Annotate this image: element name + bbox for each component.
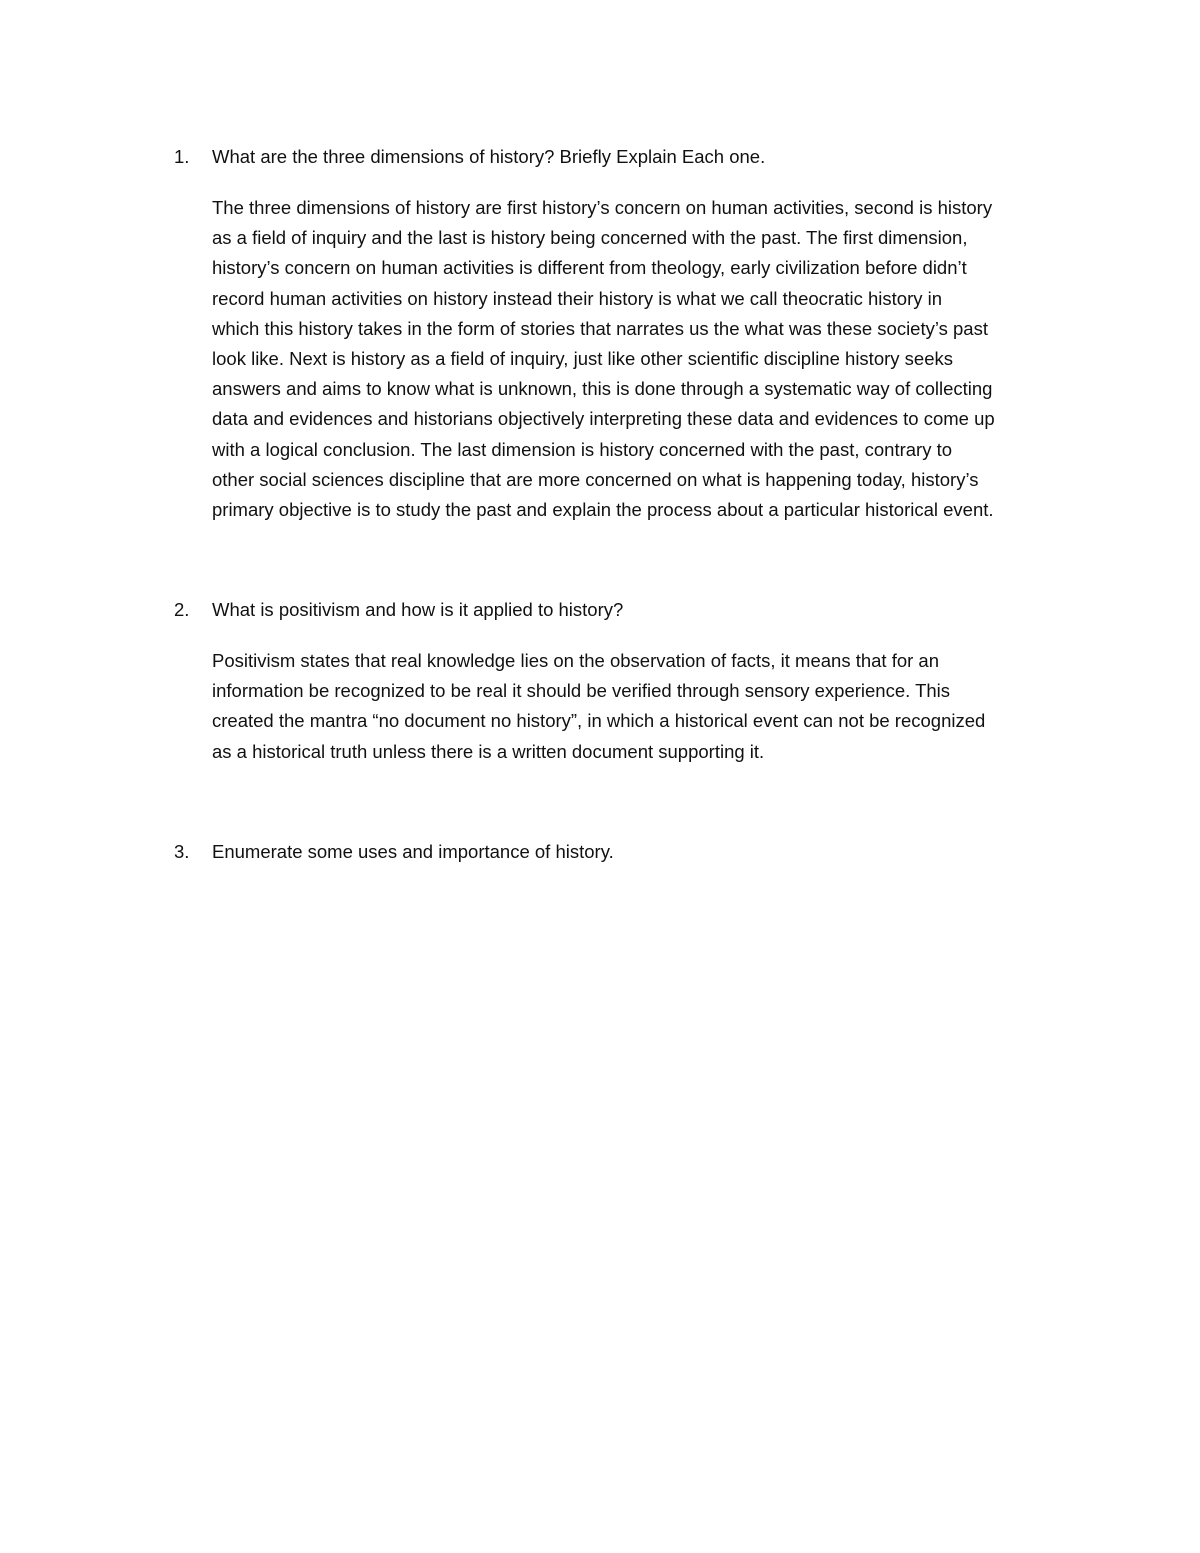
question-heading bbox=[174, 596, 1074, 623]
answer-line: answers and aims to know what is unknown, this is done through a systematic way of collecting bbox=[212, 378, 993, 400]
answer-line: history’s concern on human activities is different from theology, early civilization before didn’t bbox=[212, 257, 967, 279]
question-text: What is positivism and how is it applied to history? bbox=[212, 599, 624, 620]
answer-line: data and evidences and historians objectively interpreting these data and evidences to come up bbox=[212, 408, 995, 430]
answer-line: Positivism states that real knowledge lies on the observation of facts, it means that for an bbox=[212, 650, 940, 671]
question-heading bbox=[174, 838, 1074, 865]
question-text: Enumerate some uses and importance of history. bbox=[212, 841, 614, 862]
answer-line: other social sciences discipline that are more concerned on what is happening today, history’s bbox=[212, 468, 979, 490]
answer-paragraph bbox=[212, 193, 1062, 525]
question-number: 3. bbox=[174, 841, 190, 862]
answer-line: created the mantra “no document no history”, in which a historical event can not be recognized bbox=[212, 710, 986, 732]
answer-paragraph bbox=[212, 646, 1062, 767]
question-item-3 bbox=[174, 838, 1074, 865]
answer-line: record human activities on history instead their history is what we call theocratic history in bbox=[212, 287, 943, 309]
question-number: 2. bbox=[174, 599, 190, 620]
question-number: 1. bbox=[174, 146, 190, 167]
question-item-2 bbox=[174, 596, 1074, 767]
answer-line: look like. Next is history as a field of inquiry, just like other scientific discipline history seeks bbox=[212, 348, 953, 370]
answer-line: information be recognized to be real it should be verified through sensory experience. This bbox=[212, 680, 951, 702]
answer-line: with a logical conclusion. The last dimension is history concerned with the past, contrary to bbox=[212, 438, 953, 460]
question-text: What are the three dimensions of history? Briefly Explain Each one. bbox=[212, 146, 766, 167]
answer-line: which this history takes in the form of stories that narrates us the what was these society’s past bbox=[212, 317, 988, 339]
question-heading bbox=[174, 143, 1074, 170]
answer-line: The three dimensions of history are first history’s concern on human activities, second is history bbox=[212, 197, 993, 218]
answer-line: as a historical truth unless there is a written document supporting it. bbox=[212, 740, 765, 762]
answer-line: as a field of inquiry and the last is history being concerned with the past. The first dimension, bbox=[212, 227, 968, 249]
answer-line: primary objective is to study the past and explain the process about a particular historical event. bbox=[212, 499, 994, 521]
question-item-1 bbox=[174, 143, 1074, 525]
